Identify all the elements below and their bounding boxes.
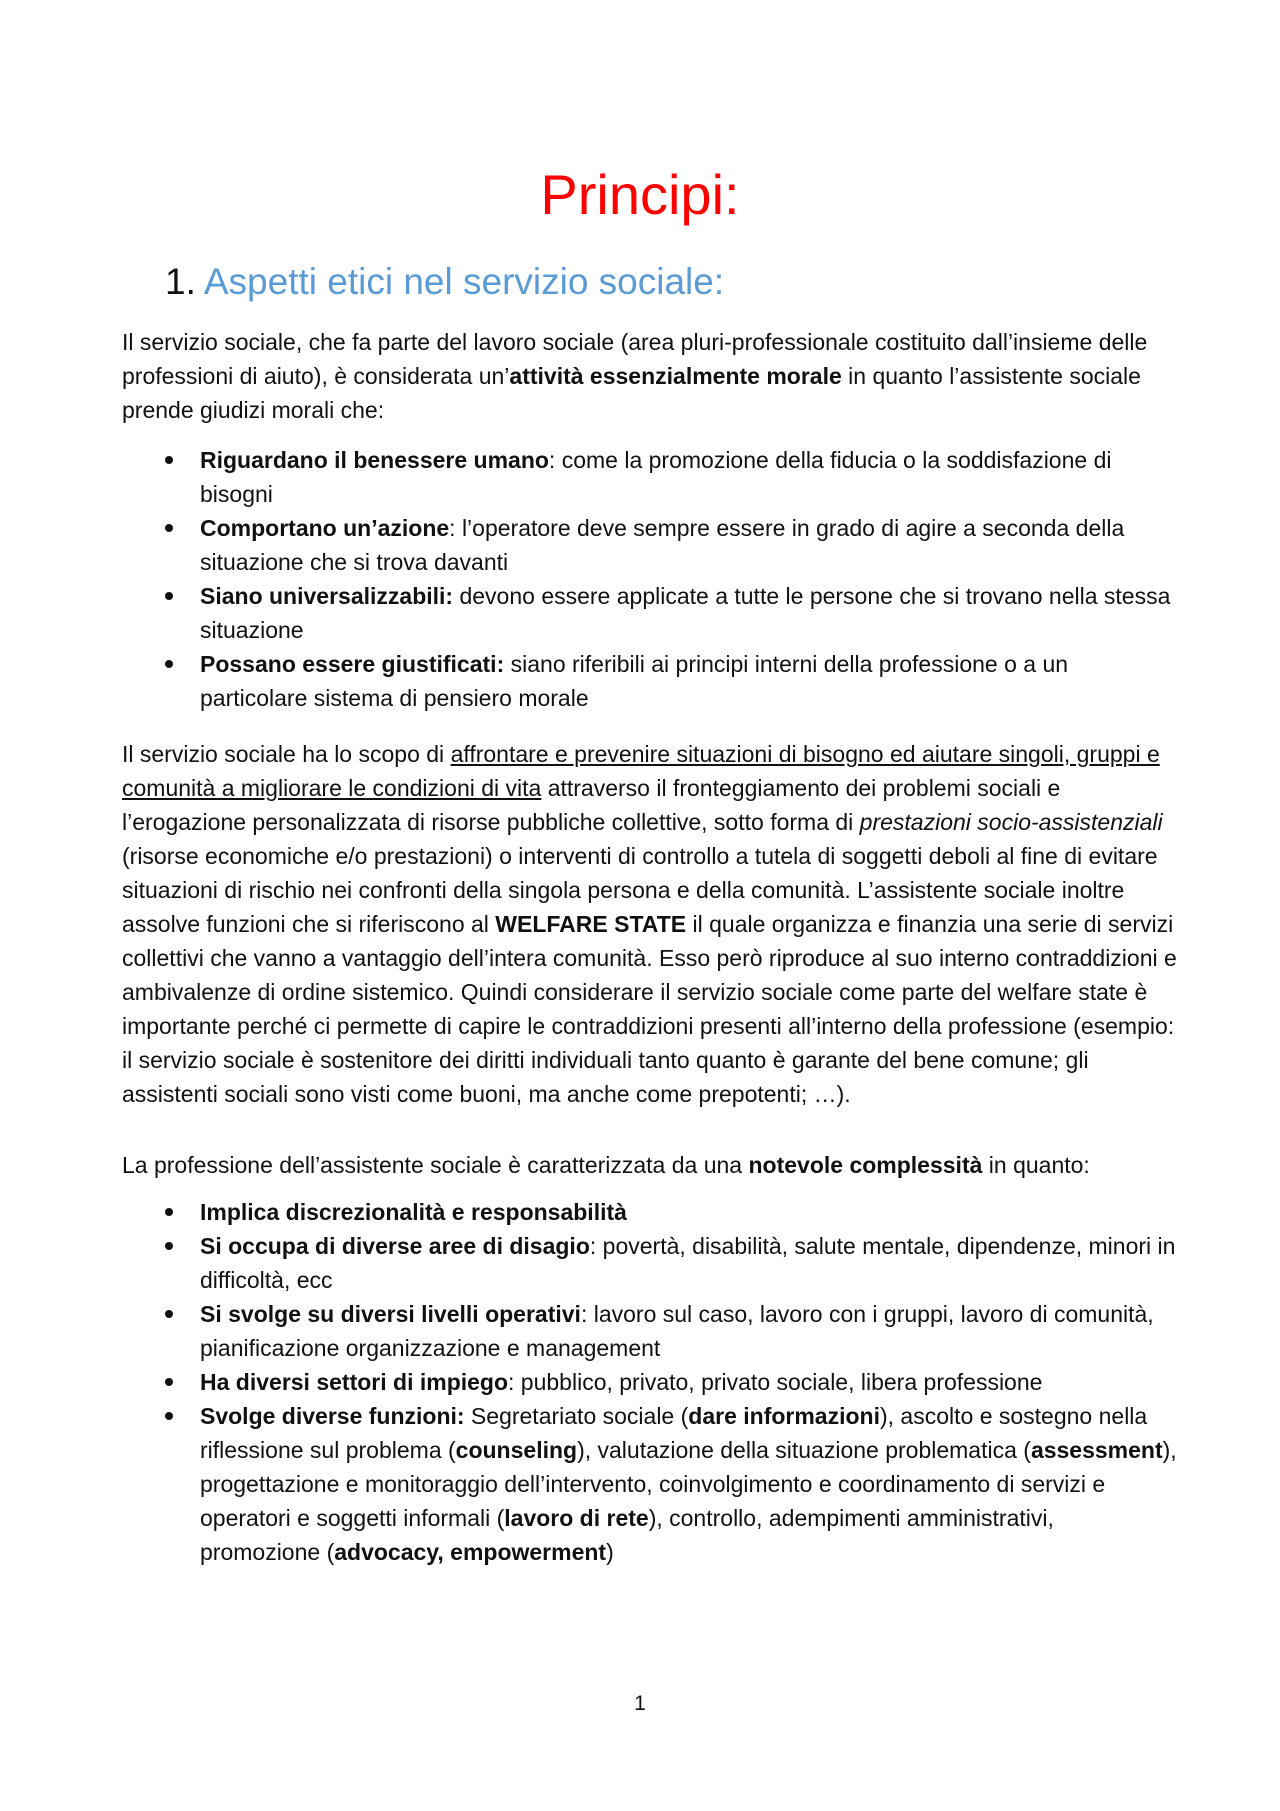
text-run: in quanto l’assistente sociale prende giudizi morali che: xyxy=(122,363,1141,423)
text-run: : povertà, disabilità, salute mentale, dipendenze, minori in difficoltà, ecc xyxy=(200,1233,1176,1293)
text-run: : l’operatore deve sempre essere in grado di agire a seconda della situazione che si trova davanti xyxy=(200,515,1125,575)
text-run: ), progettazione e monitoraggio dell’intervento, coinvolgimento e coordinamento di servizi e operatori e soggetti informali ( xyxy=(200,1437,1177,1531)
bold-run: Possano essere giustificati: xyxy=(200,651,505,677)
text-run: Il servizio sociale, che fa parte del lavoro sociale (area pluri-professionale costituito dall’insieme delle professioni di aiuto), è considerata un’ xyxy=(122,329,1148,389)
text-run: attraverso il fronteggiamento dei problemi sociali e l’erogazione personalizzata di risorse pubbliche collettive, sotto forma di xyxy=(122,775,1061,835)
text-run: il quale organizza e finanzia una serie di servizi collettivi che vanno a vantaggio dell’intera comunità. Esso però riproduce al suo interno contraddizioni e ambivalenze di ordine sistemico. Quindi considerare il servizio sociale come parte del welfare state è importante perché ci permette di capire le contraddizioni presenti all’interno della professione (esempio: il servizio sociale è sostenitore dei diritti individuali tanto quanto è garante del bene comune; gli assistenti sociali sono visti come buoni, ma anche come prepotenti; …). xyxy=(122,911,1177,1107)
underlined-run: affrontare e prevenire situazioni di bisogno ed aiutare singoli, gruppi e comunità a migliorare le condizioni di vita xyxy=(122,741,1160,801)
list-item xyxy=(200,579,1180,647)
complexity-list xyxy=(200,1195,1180,1569)
text-run: Il servizio sociale ha lo scopo di xyxy=(122,741,451,767)
text-run: (risorse economiche e/o prestazioni) o interventi di controllo a tutela di soggetti deboli al fine di evitare situazioni di rischio nei confronti della singola persona e della comunità. L’assistente sociale inoltre assolve funzioni che si riferiscono al xyxy=(122,843,1158,937)
text-run: devono essere applicate a tutte le persone che si trovano nella stessa situazione xyxy=(200,583,1171,643)
bold-run: Svolge diverse funzioni: xyxy=(200,1403,465,1429)
bold-run: WELFARE STATE xyxy=(495,911,687,937)
bold-run: Implica discrezionalità e responsabilità xyxy=(200,1199,627,1225)
bold-run: Ha diversi settori di impiego xyxy=(200,1369,509,1395)
bold-run: dare informazioni xyxy=(688,1403,880,1429)
paragraph-complexity xyxy=(122,1148,1182,1182)
bold-run: lavoro di rete xyxy=(504,1505,649,1531)
italic-run: prestazioni socio-assistenziali xyxy=(859,809,1163,835)
bold-run: Riguardano il benessere umano xyxy=(200,447,549,473)
list-item xyxy=(200,647,1180,715)
paragraph-intro xyxy=(122,325,1182,427)
bold-run: Siano universalizzabili: xyxy=(200,583,454,609)
bold-run: Comportano un’azione xyxy=(200,515,450,541)
list-item xyxy=(200,1365,1180,1399)
bold-run: notevole complessità xyxy=(748,1152,983,1178)
bold-run: Si occupa di diverse aree di disagio xyxy=(200,1233,590,1259)
bold-run: advocacy, empowerment xyxy=(334,1539,607,1565)
text-run: ), controllo, adempimenti amministrativi, promozione ( xyxy=(200,1505,1054,1565)
bold-run: assessment xyxy=(1030,1437,1163,1463)
bold-run: attività essenzialmente morale xyxy=(509,363,842,389)
list-item xyxy=(200,1297,1180,1365)
text-run: : come la promozione della fiducia o la soddisfazione di bisogni xyxy=(200,447,1112,507)
list-item xyxy=(200,1229,1180,1297)
section-heading xyxy=(165,258,724,306)
text-run: ), ascolto e sostegno nella riflessione sul problema ( xyxy=(200,1403,1148,1463)
text-run: siano riferibili ai principi interni della professione o a un particolare sistema di pensiero morale xyxy=(200,651,1069,711)
list-item xyxy=(200,1399,1180,1569)
page-title: Principi: xyxy=(540,163,740,226)
paragraph-purpose xyxy=(122,737,1182,1111)
page-number: 1 xyxy=(634,1692,646,1715)
text-run: in quanto: xyxy=(982,1152,1090,1178)
text-run: : lavoro sul caso, lavoro con i gruppi, lavoro di comunità, pianificazione organizzazione e management xyxy=(200,1301,1154,1361)
text-run: ) xyxy=(606,1539,614,1565)
text-run: ), valutazione della situazione problematica ( xyxy=(577,1437,1031,1463)
text-run: La professione dell’assistente sociale è caratterizzata da una xyxy=(122,1152,749,1178)
section-number: 1. xyxy=(165,261,196,302)
section-heading-text: Aspetti etici nel servizio sociale: xyxy=(203,261,725,302)
bold-run: Si svolge su diversi livelli operativi xyxy=(200,1301,581,1327)
text-run: : pubblico, privato, privato sociale, libera professione xyxy=(508,1369,1043,1395)
list-item xyxy=(200,443,1180,511)
bold-run: counseling xyxy=(455,1437,578,1463)
moral-judgements-list xyxy=(200,443,1180,715)
list-item xyxy=(200,511,1180,579)
text-run: Segretariato sociale ( xyxy=(464,1403,689,1429)
list-item xyxy=(200,1195,1180,1229)
